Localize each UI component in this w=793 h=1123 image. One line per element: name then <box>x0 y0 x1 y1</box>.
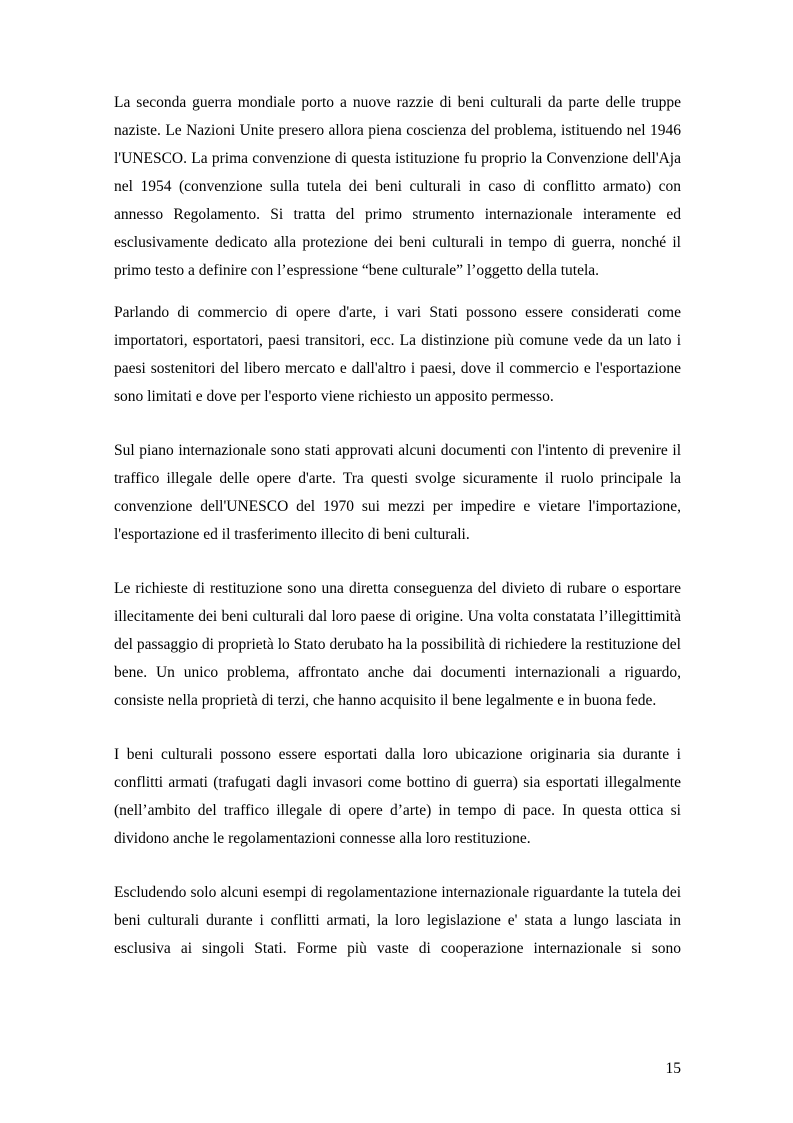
paragraph-4: Le richieste di restituzione sono una diretta conseguenza del divieto di rubare o esportare illecitamente dei beni culturali dal loro paese di origine. Una volta constatata l’illegittimità del passaggio di proprietà lo Stato derubato ha la possibilità di richiedere la restituzione del bene. Un unico problema, affrontato anche dai documenti internazionali a riguardo, consiste nella proprietà di terzi, che hanno acquisito il bene legalmente e in buona fede. <box>114 580 681 709</box>
paragraph-3: Sul piano internazionale sono stati approvati alcuni documenti con l'intento di prevenire il traffico illegale delle opere d'arte. Tra questi svolge sicuramente il ruolo principale la convenzione dell'UNESCO del 1970 sui mezzi per impedire e vietare l'importazione, l'esportazione ed il trasferimento illecito di beni culturali. <box>114 442 681 543</box>
paragraph-6: Escludendo solo alcuni esempi di regolamentazione internazionale riguardante la tutela dei beni culturali durante i conflitti armati, la loro legislazione e' stata a lungo lasciata in esclusiva ai singoli Stati. Forme più vaste di cooperazione internazionale si sono <box>114 884 681 957</box>
paragraph-5: I beni culturali possono essere esportati dalla loro ubicazione originaria sia durante i conflitti armati (trafugati dagli invasori come bottino di guerra) sia esportati illegalmente (nell’ambito del traffico illegale di opere d’arte) in tempo di pace. In questa ottica si dividono anche le regolamentazioni connesse alla loro restituzione. <box>114 746 681 847</box>
body-text <box>114 89 681 963</box>
page-number: 15 <box>665 1060 681 1077</box>
paragraph-2: Parlando di commercio di opere d'arte, i vari Stati possono essere considerati come importatori, esportatori, paesi transitori, ecc. La distinzione più comune vede da un lato i paesi sostenitori del libero mercato e dall'altro i paesi, dove il commercio e l'esportazione sono limitati e dove per l'esporto viene richiesto un apposito permesso. <box>114 304 681 405</box>
paragraph-1: La seconda guerra mondiale porto a nuove razzie di beni culturali da parte delle truppe naziste. Le Nazioni Unite presero allora piena coscienza del problema, istituendo nel 1946 l'UNESCO. La prima convenzione di questa istituzione fu proprio la Convenzione dell'Aja nel 1954 (convenzione sulla tutela dei beni culturali in caso di conflitto armato) con annesso Regolamento. Si tratta del primo strumento internazionale interamente ed esclusivamente dedicato alla protezione dei beni culturali in tempo di guerra, nonché il primo testo a definire con l’espressione “bene culturale” l’oggetto della tutela. <box>114 94 681 279</box>
